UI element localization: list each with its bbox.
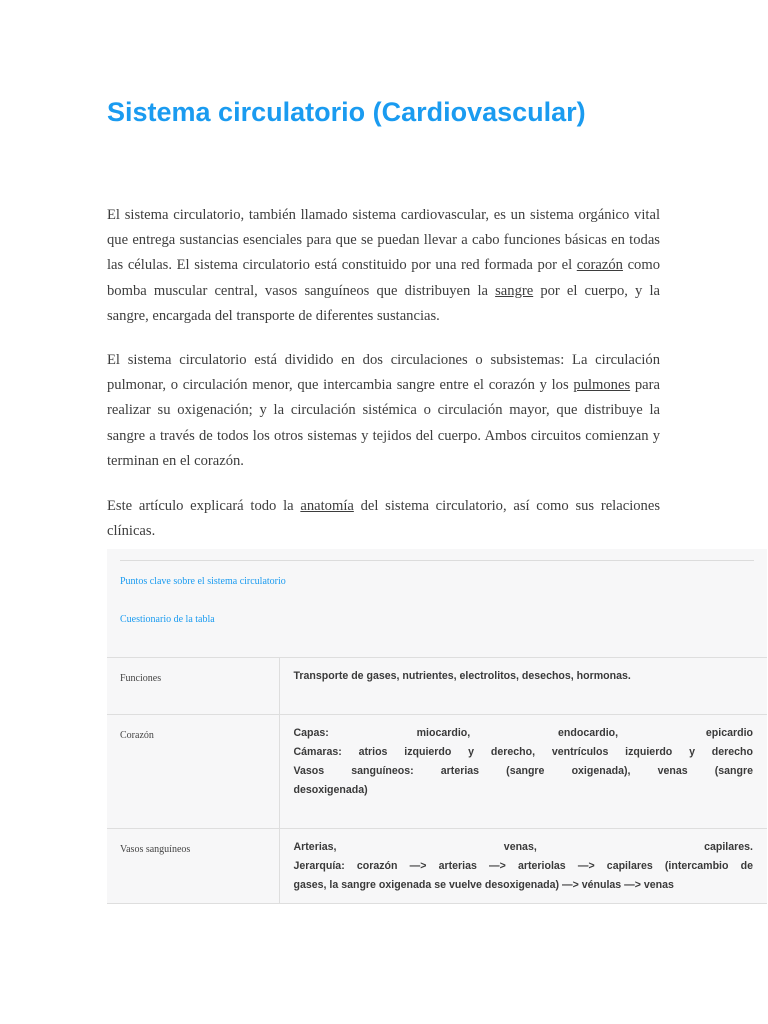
key-facts-table — [107, 657, 767, 904]
key-points-link[interactable]: Puntos clave sobre el sistema circulatorio — [120, 576, 286, 587]
table-row — [107, 829, 767, 904]
value-line: Transporte de gases, nutrientes, electrolitos, desechos, hormonas. — [293, 670, 631, 682]
scope-paragraph — [107, 494, 660, 544]
table-quiz-link[interactable]: Cuestionario de la tabla — [120, 614, 215, 625]
row-label: Vasos sanguíneos — [107, 829, 279, 904]
paragraph-text: como bomba muscular central, vasos sanguíneos que distribuyen la — [107, 257, 660, 299]
value-line: Vasos sanguíneos: arterias (sangre oxigenada), venas (sangre — [293, 765, 753, 777]
paragraph-text: por el cuerpo, y la sangre, encargada del transporte de diferentes sustancias. — [107, 282, 660, 324]
paragraph-text: El sistema circulatorio, también llamado sistema cardiovascular, es un sistema orgánico vital que entrega sustancias esenciales para que se puedan llevar a cabo funciones básicas en todas las células. El sistema circulatorio está constituido por una red formada por el — [107, 207, 660, 274]
paragraph-text: Este artículo explicará todo la — [107, 498, 301, 514]
value-line: Capas: miocardio, endocardio, epicardio — [293, 727, 753, 739]
link-pulmones[interactable]: pulmones — [573, 377, 631, 394]
paragraph-text: para realizar su oxigenación; y la circulación sistémica o circulación mayor, que distribuye la sangre a través de todos los otros sistemas y tejidos del cuerpo. Ambos circuitos comienzan y terminan en el corazón. — [107, 377, 660, 469]
row-label: Funciones — [107, 658, 279, 715]
value-line: gases, la sangre oxigenada se vuelve desoxigenada) —> vénulas —> venas — [293, 879, 674, 891]
value-line: Arterias, venas, capilares. — [293, 841, 753, 853]
circulations-paragraph — [107, 348, 660, 474]
row-value — [279, 658, 767, 715]
table-row — [107, 658, 767, 715]
key-points-panel — [107, 549, 767, 657]
paragraph-text: del sistema circulatorio, así como sus relaciones clínicas. — [107, 498, 660, 540]
intro-paragraph — [107, 203, 660, 329]
article-title: Sistema circulatorio (Cardiovascular) — [107, 97, 586, 127]
panel-divider — [120, 560, 754, 561]
row-value — [279, 829, 767, 904]
link-anatomia[interactable]: anatomía — [300, 498, 354, 514]
link-sangre[interactable]: sangre — [495, 282, 534, 299]
link-corazon[interactable]: corazón — [576, 257, 623, 274]
value-line: desoxigenada) — [293, 784, 368, 796]
paragraph-text: El sistema circulatorio está dividido en dos circulaciones o subsistemas: La circulación pulmonar, o circulación menor, que intercambia sangre entre el corazón y los — [107, 352, 660, 394]
row-value — [279, 715, 767, 829]
row-label: Corazón — [107, 715, 279, 829]
value-line: Cámaras: atrios izquierdo y derecho, ventrículos izquierdo y derecho — [293, 746, 753, 758]
value-line: Jerarquía: corazón —> arterias —> arteriolas —> capilares (intercambio de — [293, 860, 753, 872]
table-row — [107, 715, 767, 829]
